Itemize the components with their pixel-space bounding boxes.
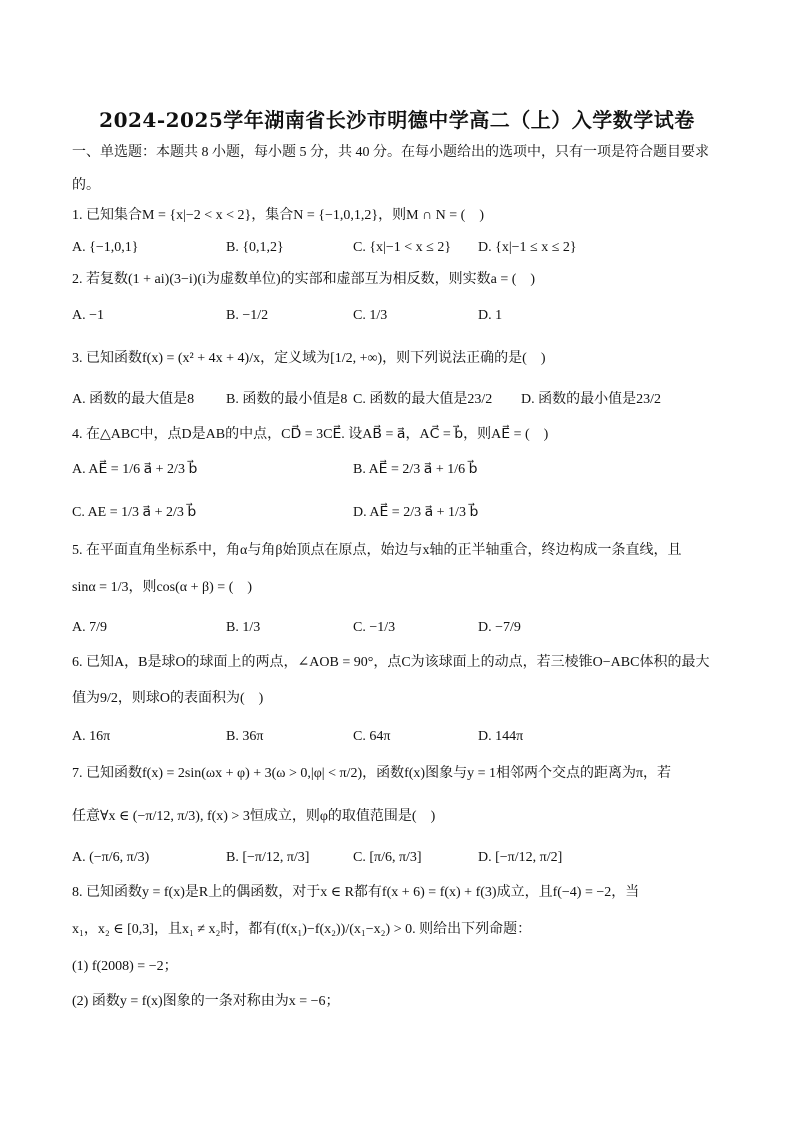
question-5-option-b: B. 1/3 [226,620,261,635]
question-4-option-c: C. AE = 1/3 a⃗ + 2/3 b⃗ [72,505,197,520]
question-2-option-a: A. −1 [72,308,105,323]
question-7-option-c: C. [π/6, π/3] [353,850,422,865]
question-4-option-d: D. AE⃗ = 2/3 a⃗ + 1/3 b⃗ [353,505,479,520]
section-heading-cont: 的。 [72,178,100,193]
question-3-option-b: B. 函数的最小值是8 [226,392,348,407]
question-6-stem-cont: 值为9/2，则球O的表面积为( ) [72,691,264,706]
question-4-stem: 4. 在△ABC中，点D是AB的中点，CD⃗ = 3CE⃗. 设AB⃗ = a⃗，AC⃗ = b⃗，则AE⃗ = ( ) [72,427,549,442]
question-1-stem: 1. 已知集合M = {x|−2 < x < 2}，集合N = {−1,0,1,2}，则M ∩ N = ( ) [72,208,485,223]
question-8-item-1: (1) f(2008) = −2； [72,959,178,974]
question-6-stem: 6. 已知A，B是球O的球面上的两点，∠AOB = 90°，点C为该球面上的动点，若三棱锥O−ABC体积的最大 [72,655,710,670]
exam-title: 2024-2025学年湖南省长沙市明德中学高二（上）入学数学试卷 [99,108,695,132]
question-7-stem: 7. 已知函数f(x) = 2sin(ωx + φ) + 3(ω > 0,|φ| < π/2)，函数f(x)图象与y = 1相邻两个交点的距离为π，若 [72,766,672,781]
section-heading: 一、单选题：本题共 8 小题，每小题 5 分，共 40 分。在每小题给出的选项中，只有一项是符合题目要求 [72,145,709,160]
question-4-option-a: A. AE⃗ = 1/6 a⃗ + 2/3 b⃗ [72,462,198,477]
question-5-option-a: A. 7/9 [72,620,107,635]
question-8-stem-cont: x₁，x₂ ∈ [0,3]，且x₁ ≠ x₂时，都有(f(x₁)−f(x₂))/(x₁−x₂) > 0. 则给出下列命题： [72,922,532,937]
question-1-option-c: C. {x|−1 < x ≤ 2} [353,240,452,255]
question-3-option-d: D. 函数的最小值是23/2 [521,392,661,407]
question-1-option-b: B. {0,1,2} [226,240,284,255]
question-6-option-d: D. 144π [478,729,524,744]
question-2-stem: 2. 若复数(1 + ai)(3−i)(i为虚数单位)的实部和虚部互为相反数，则实数a = ( ) [72,272,536,287]
question-7-option-d: D. [−π/12, π/2] [478,850,563,865]
question-1-option-d: D. {x|−1 ≤ x ≤ 2} [478,240,577,255]
question-7-option-a: A. (−π/6, π/3) [72,850,150,865]
question-6-option-b: B. 36π [226,729,264,744]
question-5-option-c: C. −1/3 [353,620,396,635]
question-3-stem: 3. 已知函数f(x) = (x² + 4x + 4)/x，定义域为[1/2, +∞)，则下列说法正确的是( ) [72,351,546,366]
question-2-option-d: D. 1 [478,308,503,323]
question-3-option-a: A. 函数的最大值是8 [72,392,195,407]
question-7-option-b: B. [−π/12, π/3] [226,850,310,865]
question-5-option-d: D. −7/9 [478,620,521,635]
question-6-option-c: C. 64π [353,729,391,744]
question-5-stem: 5. 在平面直角坐标系中，角α与角β始顶点在原点，始边与x轴的正半轴重合，终边构成一条直线，且 [72,543,682,558]
question-8-stem: 8. 已知函数y = f(x)是R上的偶函数，对于x ∈ R都有f(x + 6) = f(x) + f(3)成立，且f(−4) = −2，当 [72,885,640,900]
question-7-stem-cont: 任意∀x ∈ (−π/12, π/3), f(x) > 3恒成立，则φ的取值范围是( ) [72,809,436,824]
question-1-option-a: A. {−1,0,1} [72,240,139,255]
question-6-option-a: A. 16π [72,729,111,744]
question-8-item-2: (2) 函数y = f(x)图象的一条对称由为x = −6； [72,994,340,1009]
question-2-option-c: C. 1/3 [353,308,388,323]
question-5-stem-cont: sinα = 1/3，则cos(α + β) = ( ) [72,580,253,595]
question-4-option-b: B. AE⃗ = 2/3 a⃗ + 1/6 b⃗ [353,462,478,477]
question-2-option-b: B. −1/2 [226,308,269,323]
question-3-option-c: C. 函数的最大值是23/2 [353,392,493,407]
